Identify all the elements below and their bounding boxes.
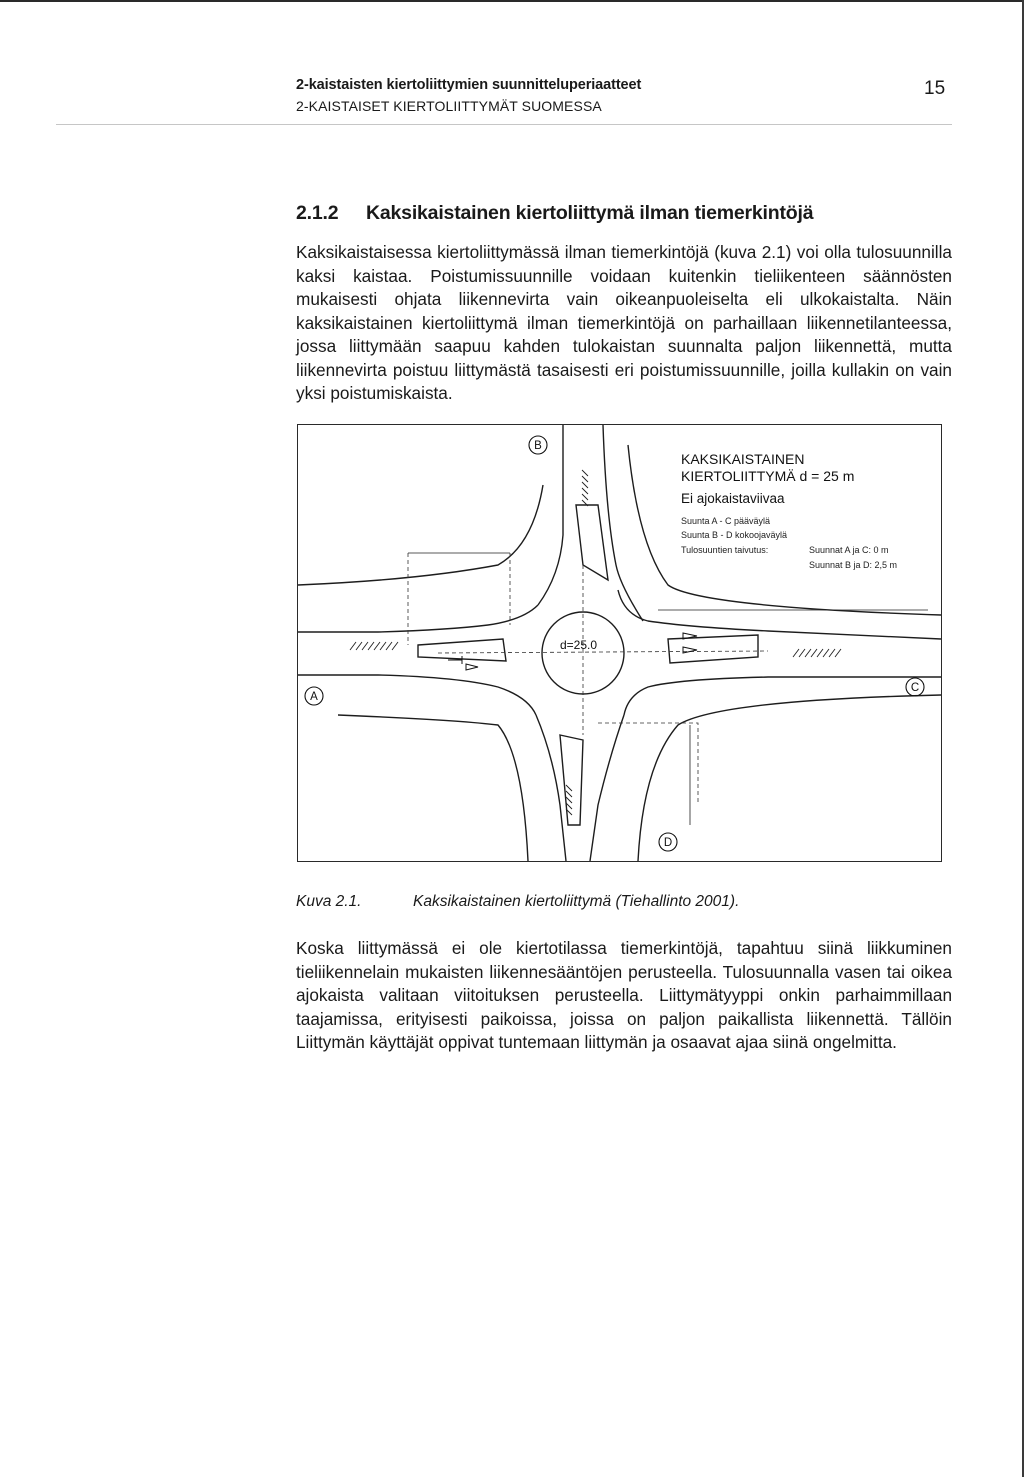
- running-header-subtitle: 2-KAISTAISET KIERTOLIITTYMÄT SUOMESSA: [296, 98, 602, 114]
- leg-label-c: C: [910, 682, 920, 694]
- leg-label-d: D: [663, 837, 673, 849]
- running-header-title: 2-kaistaisten kiertoliittymien suunnitteluperiaatteet: [296, 77, 642, 93]
- figure-curve-label: Tulosuuntien taivutus:: [681, 545, 769, 555]
- caption-text: Kaksikaistainen kiertoliittymä (Tiehallinto 2001).: [413, 893, 740, 910]
- figure-curve-ac: Suunnat A ja C: 0 m: [809, 545, 889, 555]
- splitter-b: [576, 505, 608, 580]
- lane-arrow-a-2: [466, 664, 478, 670]
- flare-sw: [338, 715, 528, 861]
- header-rule: [56, 124, 952, 125]
- leg-label-a: A: [310, 691, 318, 703]
- figure-direction-ac: Suunta A - C pääväylä: [681, 516, 771, 526]
- figure-title-line-2: KIERTOLIITTYMÄ d = 25 m: [681, 467, 855, 484]
- crossing-a-hatch: [350, 642, 398, 650]
- road-a-lower-edge: [298, 675, 536, 715]
- flare-se: [638, 695, 941, 861]
- road-b-right-edge: [603, 425, 643, 621]
- leg-label-b: B: [534, 440, 542, 452]
- crossing-b-hatch: [582, 470, 588, 506]
- body-paragraph-2: Koska liittymässä ei ole kiertotilassa tiemerkintöjä, tapahtuu siinä liikkuminen tieliikennelain mukaisten liikennesääntöjen perusteella. Tulosuunnalla vasen tai oikea ajokaista valitaan viitoituksen perusteella. Liittymätyyppi onkin parhaimmillaan taajamissa, erityisesti paikoissa, joissa on paljon paikallista liikennettä. Tällöin Liittymän käyttäjät oppivat tuntemaan liittymän ja osaavat ajaa siinä ongelmitta.: [296, 938, 952, 1052]
- splitter-d: [560, 735, 583, 825]
- crossing-d-hatch: [566, 785, 572, 815]
- diameter-label: d=25.0: [560, 638, 598, 652]
- section-number: 2.1.2: [296, 202, 339, 224]
- flare-nw: [298, 485, 543, 585]
- lane-arrow-a-1: [448, 656, 462, 664]
- figure-title-line-1: KAKSIKAISTAINEN: [681, 451, 805, 467]
- road-c-upper-edge: [618, 590, 941, 639]
- splitter-c: [668, 635, 758, 663]
- centre-line-h: [438, 651, 768, 653]
- roundabout-drawing: [298, 425, 941, 861]
- road-a-upper-edge: [298, 605, 538, 632]
- caption-label: Kuva 2.1.: [296, 893, 362, 910]
- lane-arrow-c-2: [683, 647, 697, 653]
- roundabout-figure: [297, 424, 942, 862]
- dim-line-d: [598, 723, 698, 805]
- figure-curve-bd: Suunnat B ja D: 2,5 m: [809, 560, 898, 570]
- crossing-c-hatch: [793, 649, 841, 657]
- figure-title: [681, 451, 854, 484]
- road-d-right-edge: [590, 715, 624, 861]
- page-edge-top: [0, 0, 1024, 2]
- figure-caption: [296, 893, 739, 911]
- section-heading: [296, 202, 813, 225]
- figure-note: Ei ajokaistaviivaa: [681, 491, 785, 506]
- road-d-left-edge: [536, 715, 566, 861]
- section-title: Kaksikaistainen kiertoliittymä ilman tiemerkintöjä: [366, 202, 814, 224]
- page-number: 15: [924, 78, 946, 99]
- road-b-left-edge: [538, 425, 563, 605]
- figure-direction-bd: Suunta B - D kokoojaväylä: [681, 530, 788, 540]
- body-paragraph-1: Kaksikaistaisessa kiertoliittymässä ilman tiemerkintöjä (kuva 2.1) voi olla tulosuunnilla kaksi kaistaa. Poistumissuunnille voidaan kuitenkin tieliikenteen säännösten mukaisesti ohjata liikennevirta vain oikeanpuoleiselta eli ulkokaistalta. Näin kaksikaistainen kiertoliittymä ilman tiemerkintöjä on parhaillaan liikennetilanteessa, jossa liittymään saapuu kahden tulokaistan suunnalta paljon liikennettä, mutta liikennevirta poistuu liittymästä tasaisesti eri poistumissuunnille, joilla kullakin on vain yksi poistumiskaista.: [296, 242, 952, 403]
